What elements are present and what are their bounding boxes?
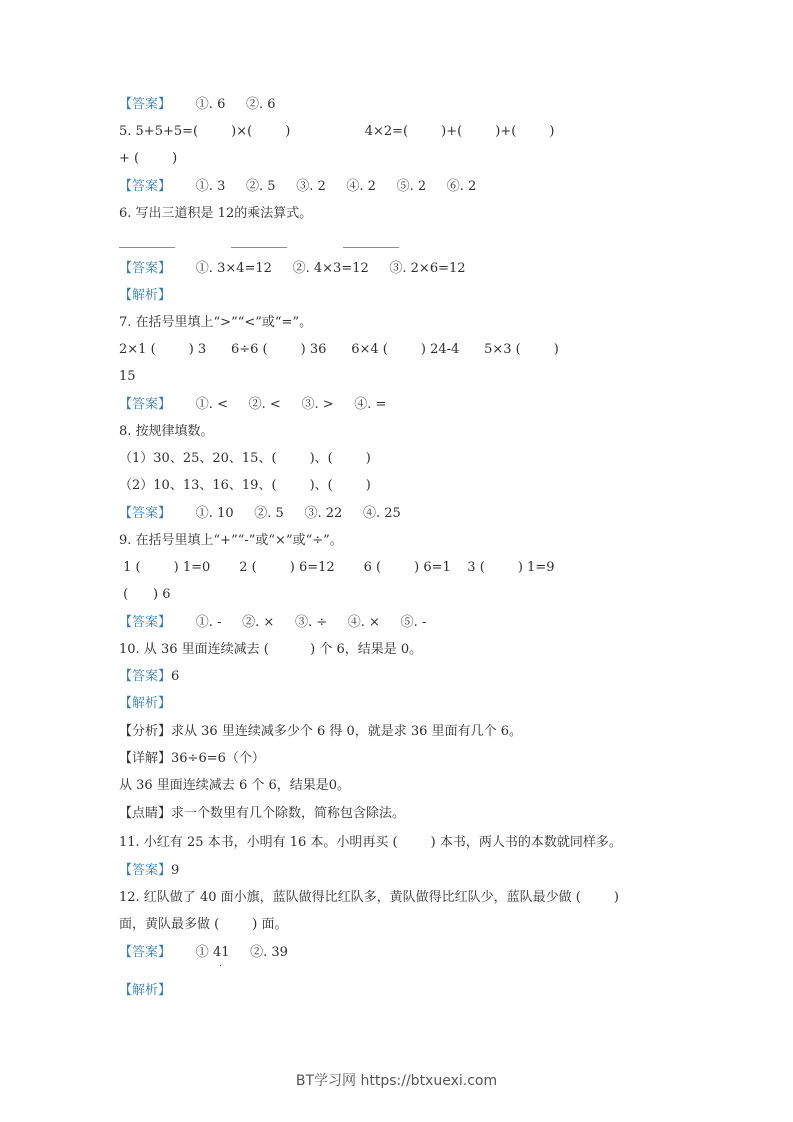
breakdown-q10 bbox=[119, 723, 522, 741]
answer-text: ①. 10 ②. 5 ③. 22 ④. 25 bbox=[171, 506, 401, 521]
tip-q10 bbox=[119, 805, 405, 823]
answer-text: ①. - ②. × ③. ÷ ④. × ⑤. - bbox=[171, 615, 427, 630]
answer-q12 bbox=[119, 944, 288, 962]
question-text: 5. 5+5+5=( )×( ) 4×2=( )+( )+( ) bbox=[119, 124, 555, 139]
answer-q9 bbox=[119, 614, 426, 632]
question-5-cont bbox=[119, 150, 177, 168]
question-9-cont bbox=[119, 586, 170, 604]
question-9-items bbox=[119, 559, 554, 577]
answer-label: 【答案】 bbox=[119, 669, 172, 684]
answer-label: 【答案】 bbox=[119, 179, 172, 194]
analysis-q10 bbox=[119, 695, 171, 713]
question-text: 6. 写出三道积是 12的乘法算式。 bbox=[119, 206, 313, 221]
answer-text: ①. < ②. < ③. > ④. = bbox=[171, 397, 387, 412]
answer-blank-2 bbox=[231, 247, 287, 248]
analysis-label: 【解析】 bbox=[119, 696, 172, 711]
tip-label: 【点睛】 bbox=[119, 806, 172, 821]
answer-label: 【答案】 bbox=[119, 261, 172, 276]
question-10 bbox=[119, 641, 422, 659]
breakdown-label: 【分析】 bbox=[119, 724, 172, 739]
answer-q5 bbox=[119, 178, 476, 196]
question-text: 12. 红队做了 40 面小旗，蓝队做得比红队多，黄队做得比红队少，蓝队最少做 ( ) bbox=[119, 890, 619, 905]
answer-label: 【答案】 bbox=[119, 863, 172, 878]
analysis-q6 bbox=[119, 287, 171, 305]
question-8-part-2 bbox=[119, 477, 371, 495]
question-8-part-1 bbox=[119, 450, 371, 468]
question-text: 2×1 ( ) 3 6÷6 ( ) 36 6×4 ( ) 24-4 5×3 ( ) bbox=[119, 342, 559, 357]
detail-text: 36÷6=6（个） bbox=[171, 751, 265, 766]
question-text: 面，黄队最多做 ( ) 面。 bbox=[119, 917, 288, 932]
question-12 bbox=[119, 889, 619, 907]
question-text: + ( ) bbox=[119, 151, 178, 166]
question-7-items bbox=[119, 341, 559, 359]
answer-blank-1 bbox=[119, 247, 175, 248]
detail-text: 从 36 里面连续减去 6 个 6，结果是0。 bbox=[119, 778, 351, 793]
question-text: 1 ( ) 1=0 2 ( ) 6=12 6 ( ) 6=1 3 ( ) 1=9 bbox=[119, 560, 555, 575]
answer-blank-3 bbox=[343, 247, 399, 248]
answer-q10 bbox=[119, 668, 179, 686]
question-11 bbox=[119, 834, 622, 852]
answer-text: ①. 6 ②. 6 bbox=[171, 97, 276, 112]
question-7 bbox=[119, 314, 312, 332]
breakdown-text: 求从 36 里连续减多少个 6 得 0，就是求 36 里面有几个 6。 bbox=[171, 724, 522, 739]
question-text: 8. 按规律填数。 bbox=[119, 424, 214, 439]
answer-text: ①. 3×4=12 ②. 4×3=12 ③. 2×6=12 bbox=[171, 261, 466, 276]
question-7-cont bbox=[119, 368, 136, 386]
tip-text: 求一个数里有几个除数，简称包含除法。 bbox=[171, 806, 406, 821]
detail-q10-cont bbox=[119, 777, 350, 795]
answer-label: 【答案】 bbox=[119, 945, 172, 960]
answer-q11 bbox=[119, 862, 179, 880]
question-5 bbox=[119, 123, 554, 141]
question-9 bbox=[119, 532, 343, 550]
answer-q7 bbox=[119, 396, 386, 414]
answer-text: ① 41 ②. 39 bbox=[171, 945, 288, 960]
question-12-cont bbox=[119, 916, 287, 934]
question-text: 10. 从 36 里面连续减去 ( ) 个 6，结果是 0。 bbox=[119, 642, 423, 657]
answer-q6 bbox=[119, 260, 466, 278]
answer-q4 bbox=[119, 96, 276, 114]
detail-label: 【详解】 bbox=[119, 751, 172, 766]
analysis-label: 【解析】 bbox=[119, 288, 172, 303]
answer-text: 9 bbox=[171, 863, 180, 878]
question-text: 7. 在括号里填上“>”“<”或“=”。 bbox=[119, 315, 313, 330]
answer-q8 bbox=[119, 505, 401, 523]
analysis-label: 【解析】 bbox=[119, 983, 172, 998]
stray-mark bbox=[220, 965, 221, 966]
question-6 bbox=[119, 205, 312, 223]
watermark-footer: BT学习网 https://btxuexi.com bbox=[295, 1073, 498, 1089]
question-text: 11. 小红有 25 本书，小明有 16 本。小明再买 ( ) 本书，两人书的本数就同样多。 bbox=[119, 835, 622, 850]
answer-label: 【答案】 bbox=[119, 397, 172, 412]
answer-label: 【答案】 bbox=[119, 506, 172, 521]
question-text: （1）30、25、20、15、( )、( ) bbox=[119, 451, 371, 466]
question-8 bbox=[119, 423, 214, 441]
detail-q10 bbox=[119, 750, 265, 768]
question-text: ( ) 6 bbox=[119, 587, 171, 602]
answer-label: 【答案】 bbox=[119, 615, 172, 630]
analysis-q12 bbox=[119, 982, 171, 1000]
answer-text: ①. 3 ②. 5 ③. 2 ④. 2 ⑤. 2 ⑥. 2 bbox=[171, 179, 477, 194]
answer-label: 【答案】 bbox=[119, 97, 172, 112]
answer-text: 6 bbox=[171, 669, 180, 684]
question-text: （2）10、13、16、19、( )、( ) bbox=[119, 478, 371, 493]
question-text: 9. 在括号里填上“+”“-”或“×”或“÷”。 bbox=[119, 533, 343, 548]
question-text: 15 bbox=[119, 369, 136, 384]
